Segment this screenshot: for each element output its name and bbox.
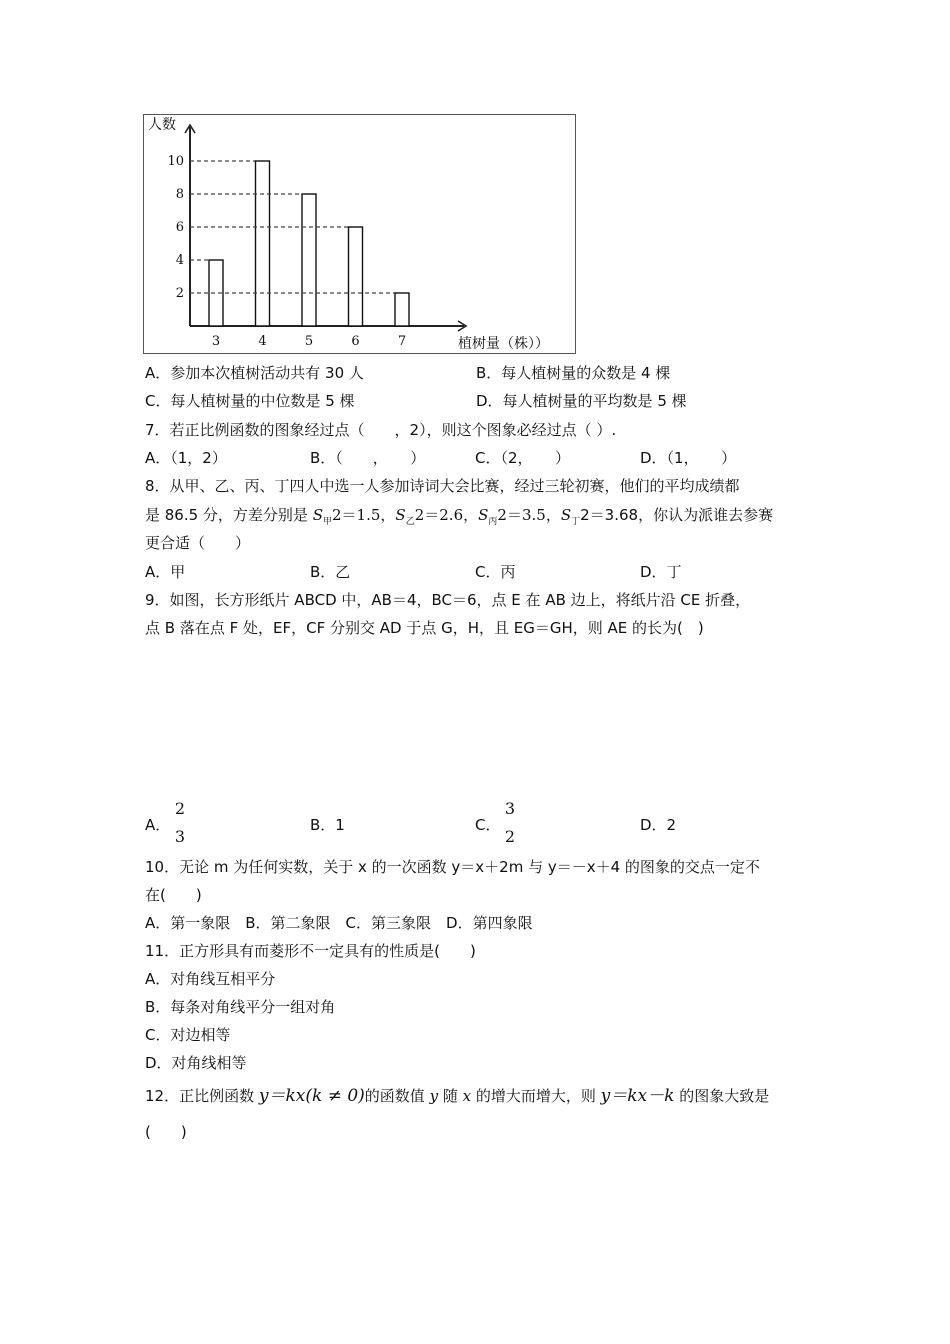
x-tick-label: 7 (397, 334, 407, 349)
x-tick-label: 3 (211, 334, 221, 349)
q11-option-a: A．对角线互相平分 (145, 970, 276, 988)
q9-line-1: 9．如图，长方形纸片 ABCD 中，AB＝4，BC＝6，点 E 在 AB 边上，将纸片沿 CE 折叠， (145, 591, 751, 609)
bar-chart (143, 114, 576, 354)
q10-options: A．第一象限 B．第二象限 C．第三象限 D．第四象限 (145, 914, 533, 932)
q12-x: x (462, 1087, 472, 1105)
q9-line-2: 点 B 落在点 F 处，EF，CF 分别交 AD 于点 G，H，且 EG＝GH，则 AE 的长为( ) (145, 619, 704, 637)
q6-option-c: C．每人植树量的中位数是 5 棵 (145, 392, 355, 410)
q8-s-yi: S (395, 506, 406, 524)
q12-mid-2: 随 (438, 1087, 463, 1105)
q8-line-1: 8．从甲、乙、丙、丁四人中选一人参加诗词大会比赛，经过三轮初赛，他们的平均成绩都 (145, 477, 740, 495)
bar (256, 161, 270, 326)
q7-stem: 7．若正比例函数的图象经过点（ ，2），则这个图象必经过点（ ）. (145, 421, 617, 439)
q11-option-d: D．对角线相等 (145, 1054, 247, 1072)
q8-s-jia: S (312, 506, 323, 524)
y-tick-label: 6 (175, 220, 184, 235)
q10-line-2: 在( ) (145, 886, 202, 904)
q8-sub-yi: 乙 (405, 517, 415, 527)
q8-line-2-pre: 是 86.5 分，方差分别是 (145, 506, 313, 524)
q12-mid-1: 的函数值 (364, 1087, 430, 1105)
q8-val-ding: 2＝3.68，你认为派谁去参赛 (580, 506, 774, 524)
q8-s-ding: S (560, 506, 572, 524)
y-tick-label: 4 (175, 253, 184, 268)
q11-option-b: B．每条对角线平分一组对角 (145, 998, 336, 1016)
q8-line-2 (145, 505, 773, 532)
bar (302, 194, 316, 326)
q10-line-1: 10．无论 m 为任何实数，关于 x 的一次函数 y＝x＋2m 与 y＝－x＋4 的图象的交点一定不 (145, 858, 760, 876)
q8-val-bing: 2＝3.5， (497, 506, 561, 524)
q6-option-d: D．每人植树量的平均数是 5 棵 (476, 392, 687, 410)
q6-option-a: A．参加本次植树活动共有 30 人 (145, 364, 364, 382)
q12-mid-3: 的增大而增大，则 (471, 1087, 601, 1105)
q7-option-d: D．（1， ） (640, 449, 737, 467)
q9-option-a-denominator: 3 (174, 827, 186, 846)
q7-option-b: B．（ ， ） (310, 449, 426, 467)
y-tick-label: 2 (175, 286, 184, 301)
chart-svg (144, 115, 577, 355)
bar (395, 293, 409, 326)
y-axis-label: 人数 (148, 117, 176, 133)
q9-option-c-numerator: 3 (504, 799, 516, 818)
q9-option-a-label: A． (145, 816, 171, 834)
q12-y: y (429, 1087, 439, 1105)
q11-stem: 11．正方形具有而菱形不一定具有的性质是( ) (145, 942, 476, 960)
x-tick-label: 4 (258, 334, 267, 349)
q12-line-1 (145, 1086, 769, 1106)
q8-option-d: D．丁 (640, 563, 682, 581)
q6-option-b: B．每人植树量的众数是 4 棵 (476, 364, 671, 382)
q7-option-a: A．（1，2） (145, 449, 227, 467)
q8-s-bing: S (478, 506, 489, 524)
q8-line-3: 更合适（ ） (145, 534, 251, 552)
bar (349, 227, 363, 326)
y-tick-label: 8 (175, 187, 184, 202)
q9-option-a-numerator: 2 (174, 799, 186, 818)
q8-val-jia: 2＝1.5， (332, 506, 396, 524)
q8-sub-ding: 丁 (571, 517, 581, 527)
x-tick-label: 6 (351, 334, 360, 349)
q8-sub-jia: 甲 (323, 517, 333, 527)
x-axis-label: 植树量（株）） (458, 336, 549, 352)
q9-option-c-label: C． (475, 816, 501, 834)
q9-option-b: B．1 (310, 816, 345, 834)
q8-option-b: B．乙 (310, 563, 351, 581)
q8-option-c: C．丙 (475, 563, 516, 581)
y-tick-label: 10 (167, 154, 184, 169)
q9-option-d: D．2 (640, 816, 677, 834)
q8-option-a: A．甲 (145, 563, 186, 581)
q8-val-yi: 2＝2.6， (414, 506, 479, 524)
q7-option-c: C．（2， ） (475, 449, 571, 467)
q8-sub-bing: 丙 (488, 517, 498, 527)
q12-post: 的图象大致是 (674, 1087, 770, 1105)
q9-option-c-denominator: 2 (504, 827, 516, 846)
q12-formula-1: y＝kx(k ≠ 0) (258, 1086, 365, 1106)
q12-line-2: ( ) (145, 1123, 187, 1141)
q12-pre: 12．正比例函数 (145, 1087, 259, 1105)
x-tick-label: 5 (304, 334, 314, 349)
q12-formula-2: y＝kx－k (600, 1086, 675, 1106)
q11-option-c: C．对边相等 (145, 1026, 231, 1044)
